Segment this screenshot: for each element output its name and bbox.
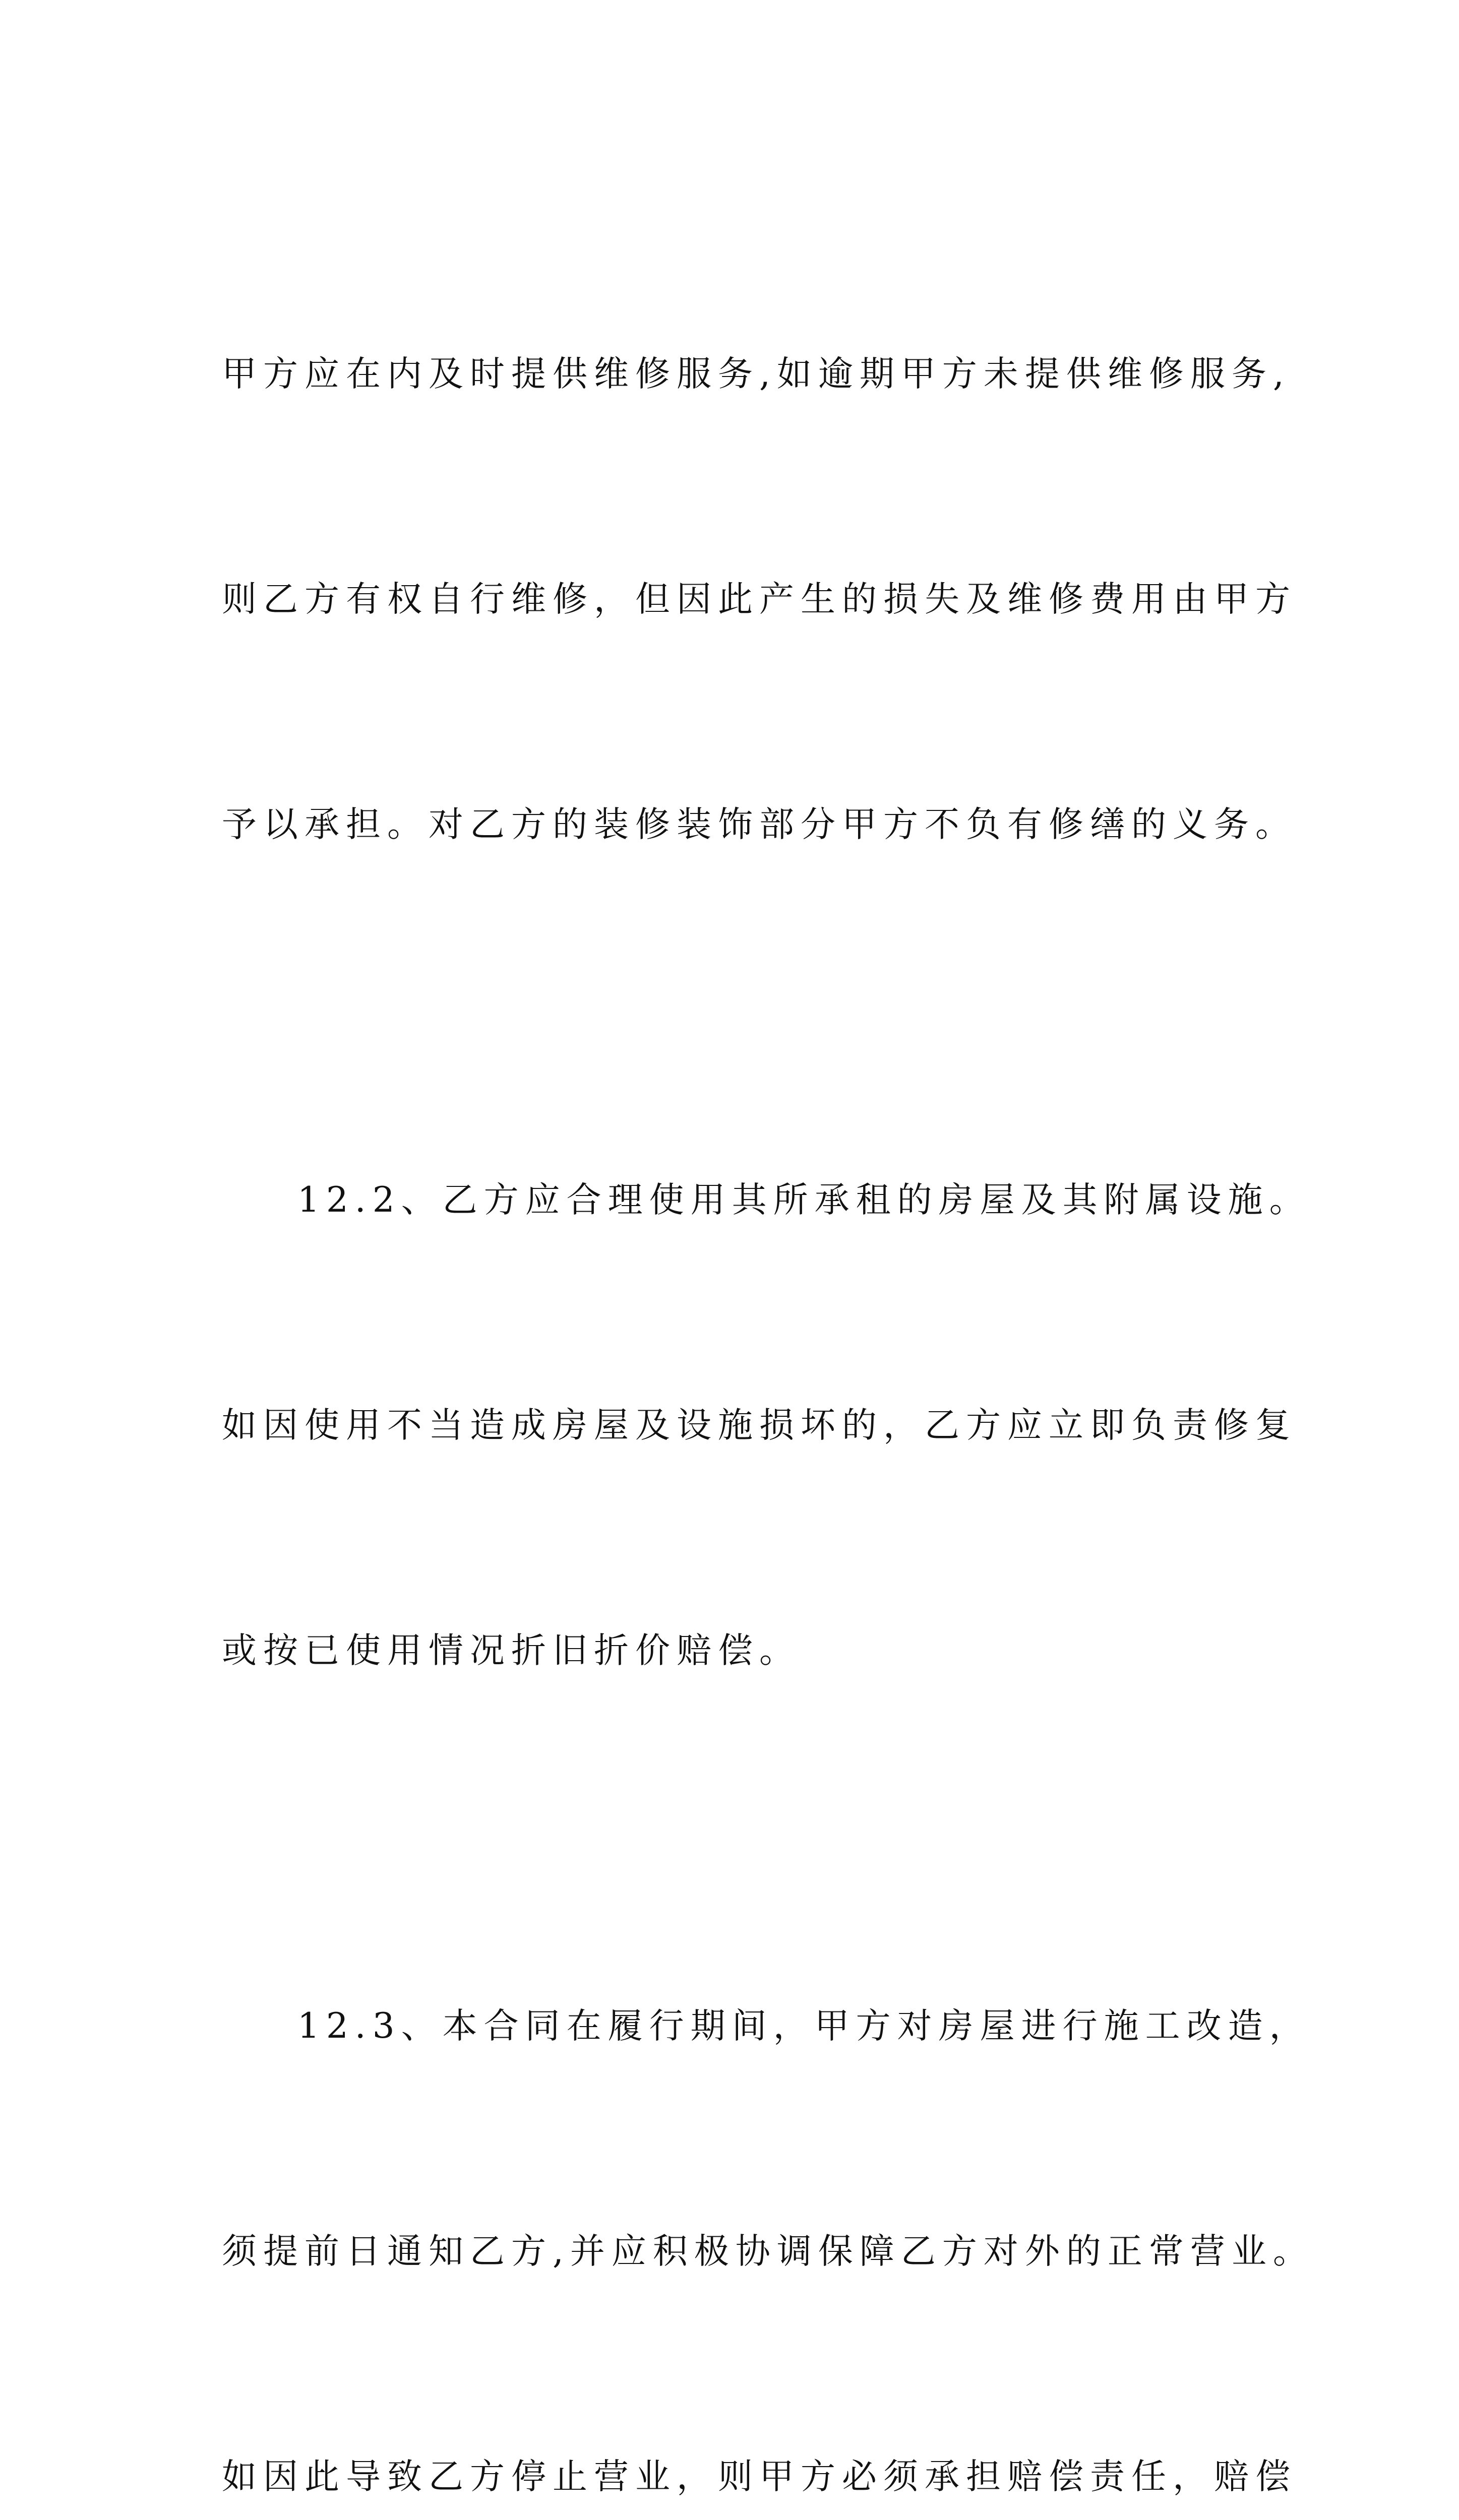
text-line: 12.3、本合同在履行期间，甲方对房屋进行施工改造， [297,2006,1311,2046]
document-body [222,186,1314,2520]
text-line: 甲方应在内及时提供维修服务,如逾期甲方未提供维修服务, [222,354,1291,394]
text-line: 如因此导致乙方停止营业，则甲方必须承担赔偿责任，赔偿 [222,2456,1297,2497]
paragraph-12-2 [222,1013,1311,1839]
text-line: 须提前日通知乙方,并应积极协调保障乙方对外的正常营业。 [222,2231,1314,2272]
text-line: 予以承担。对乙方的装修装饰部分甲方不负有修缮的义务。 [222,804,1297,845]
text-line: 12.2、乙方应合理使用其所承租的房屋及其附属设施。 [297,1180,1311,1220]
text-line: 如因使用不当造成房屋及设施损坏的，乙方应立即负责修复 [222,1405,1297,1445]
paragraph-12-3 [222,1839,1314,2520]
text-line: 则乙方有权自行维修，但因此产生的损失及维修费用由甲方 [222,579,1297,619]
text-line: 或按已使用情况折旧折价赔偿。 [222,1630,801,1671]
paragraph-12-1-continued [222,186,1301,1013]
